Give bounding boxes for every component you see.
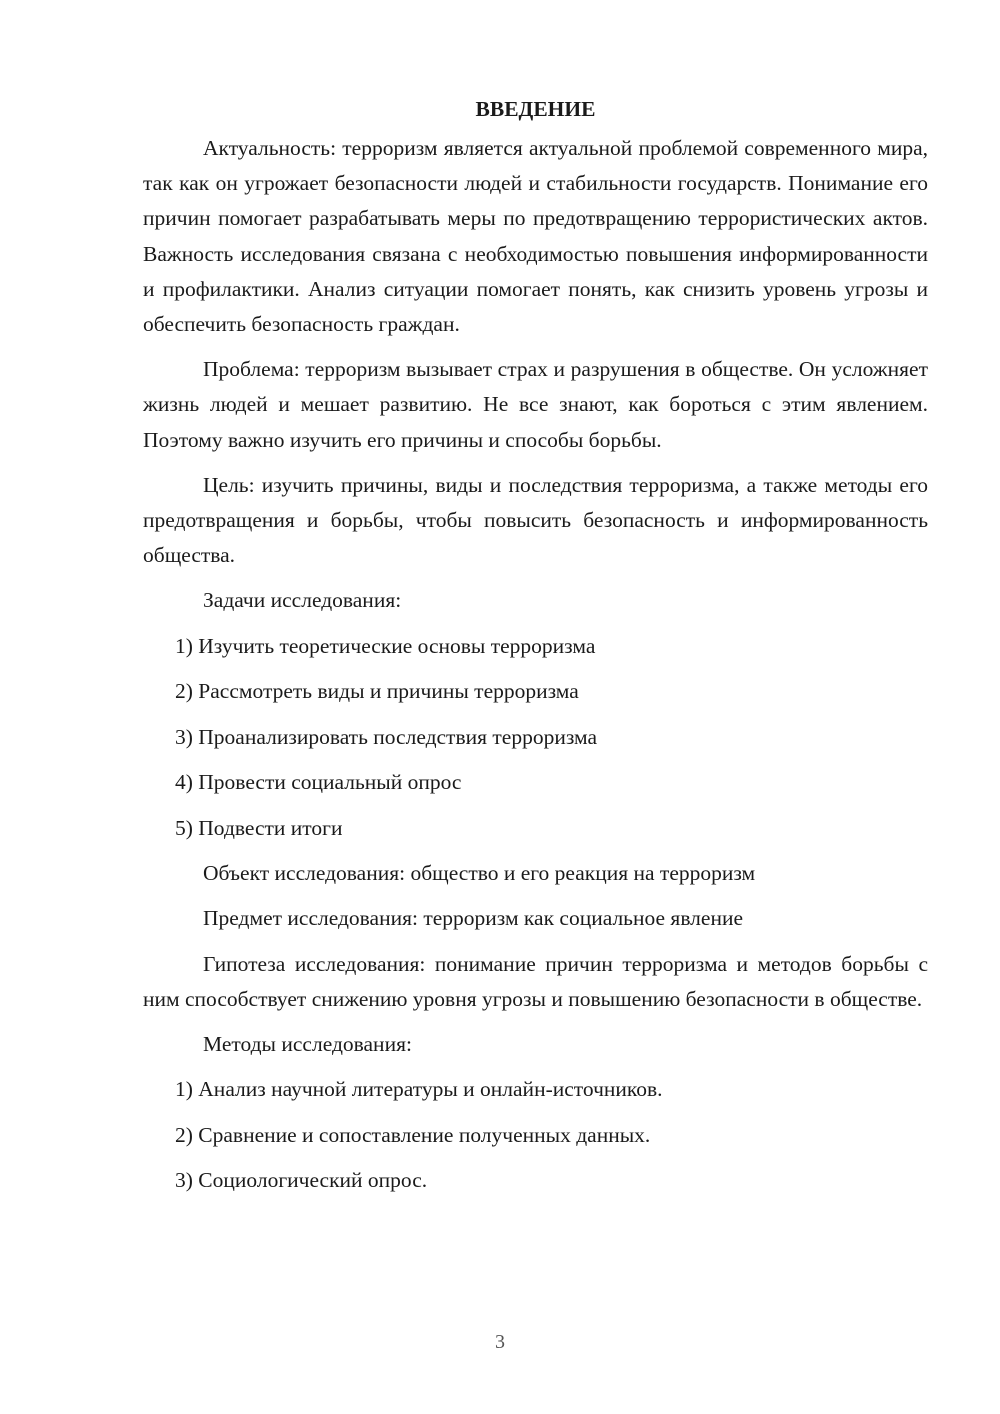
- list-item: 3) Проанализировать последствия терроризма: [175, 724, 598, 749]
- relevance-paragraph: Актуальность: терроризм является актуальной проблемой современного мира, так как он угрожает безопасности людей и стабильности государств. Понимание его причин помогает разрабатывать меры по предотвращению террористических актов. Важность исследования связана с необходимостью повышения информированности и профилактики. Анализ ситуации помогает понять, как снизить уровень угрозы и обеспечить безопасность граждан.: [143, 136, 928, 337]
- list-item: 1) Изучить теоретические основы терроризма: [175, 633, 596, 658]
- object-paragraph: Объект исследования: общество и его реакция на терроризм: [203, 861, 756, 886]
- list-item: 1) Анализ научной литературы и онлайн-источников.: [175, 1077, 663, 1102]
- methods-list: [143, 1072, 928, 1198]
- list-item: 2) Сравнение и сопоставление полученных данных.: [175, 1122, 651, 1147]
- subject-paragraph: Предмет исследования: терроризм как социальное явление: [203, 906, 744, 931]
- problem-paragraph: Проблема: терроризм вызывает страх и разрушения в обществе. Он усложняет жизнь людей и мешает развитию. Не все знают, как бороться с этим явлением. Поэтому важно изучить его причины и способы борьбы.: [143, 357, 928, 452]
- tasks-title: Задачи исследования:: [203, 588, 402, 613]
- list-item: 5) Подвести итоги: [175, 815, 343, 840]
- page-number: 3: [495, 1331, 505, 1353]
- list-item: 4) Провести социальный опрос: [175, 770, 462, 795]
- document-page: [143, 92, 928, 1209]
- goal-paragraph: Цель: изучить причины, виды и последствия терроризма, а также методы его предотвращения и борьбы, чтобы повысить безопасность и информированность общества.: [143, 472, 928, 568]
- list-item: 2) Рассмотреть виды и причины терроризма: [175, 679, 579, 704]
- section-heading: ВВЕДЕНИЕ: [475, 97, 596, 121]
- list-item: 3) Социологический опрос.: [175, 1168, 428, 1193]
- methods-title: Методы исследования:: [203, 1031, 412, 1056]
- hypothesis-paragraph: Гипотеза исследования: понимание причин терроризма и методов борьбы с ним способствует снижению уровня угрозы и повышению безопасности в обществе.: [143, 951, 928, 1011]
- tasks-list: [143, 629, 928, 846]
